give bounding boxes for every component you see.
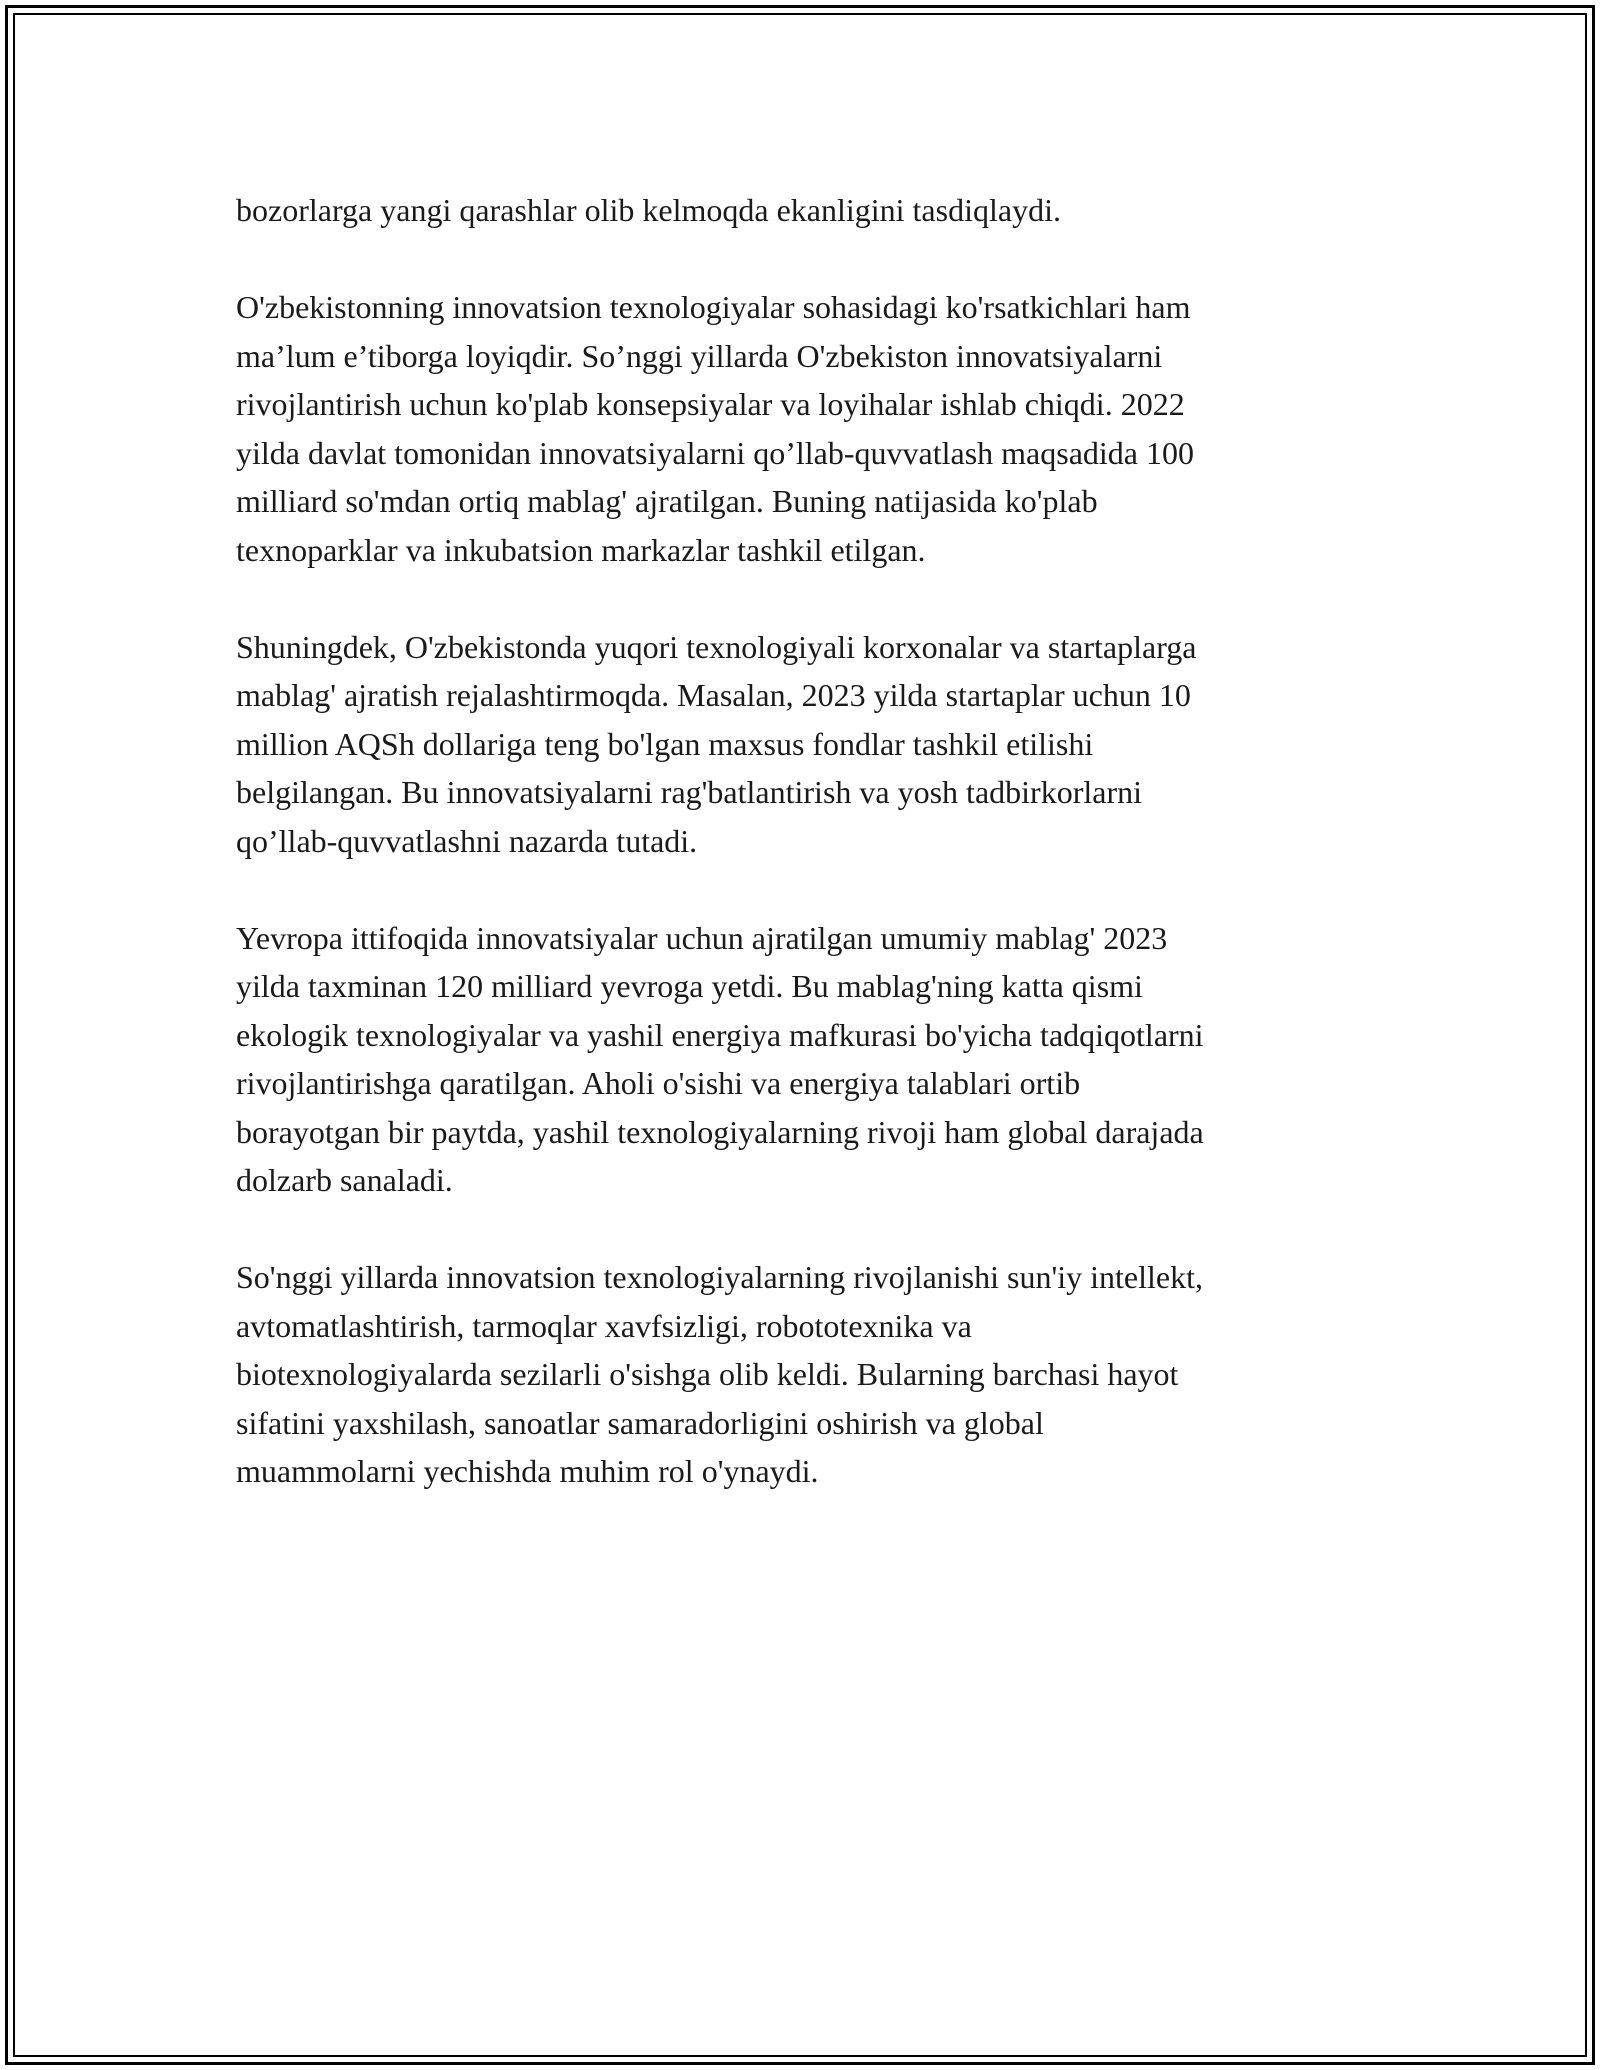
text-line: ma’lum e’tiborga loyiqdir. So’nggi yillarda O'zbekiston innovatsiyalarni — [236, 337, 1163, 374]
text-line: Yevropa ittifoqida innovatsiyalar uchun ajratilgan umumiy mablag' 2023 — [236, 919, 1168, 956]
text-line: belgilangan. Bu innovatsiyalarni rag'batlantirish va yosh tadbirkorlarni — [236, 774, 1142, 810]
text-line: mablag' ajratish rejalashtirmoqda. Masalan, 2023 yilda startaplar uchun 10 — [236, 677, 1191, 713]
text-line: O'zbekistonning innovatsion texnologiyalar sohasidagi ko'rsatkichlari ham — [236, 289, 1191, 325]
paragraph-4 — [236, 914, 1376, 1205]
text-line: borayotgan bir paytda, yashil texnologiyalarning rivoji ham global darajada — [236, 1113, 1204, 1150]
text-line: texnoparklar va inkubatsion markazlar tashkil etilgan. — [236, 531, 926, 568]
text-line: bozorlarga yangi qarashlar olib kelmoqda ekanligini tasdiqlaydi. — [236, 192, 1061, 228]
text-line: sifatini yaxshilash, sanoatlar samaradorligini oshirish va global — [236, 1404, 1044, 1441]
paragraph-3 — [236, 623, 1376, 866]
text-line: million AQSh dollariga teng bo'lgan maxsus fondlar tashkil etilishi — [236, 725, 1094, 762]
text-line: ekologik texnologiyalar va yashil energiya mafkurasi bo'yicha tadqiqotlarni — [236, 1016, 1204, 1053]
text-line: muammolarni yechishda muhim rol o'ynaydi. — [236, 1453, 819, 1489]
text-line: biotexnologiyalarda sezilarli o'sishga olib keldi. Bularning barchasi hayot — [236, 1356, 1179, 1392]
text-line: Shuningdek, O'zbekistonda yuqori texnologiyali korxonalar va startaplarga — [236, 628, 1197, 665]
text-line: milliard so'mdan ortiq mablag' ajratilgan. Buning natijasida ko'plab — [236, 483, 1098, 519]
document-body — [236, 186, 1376, 1544]
text-line: rivojlantirish uchun ko'plab konsepsiyalar va loyihalar ishlab chiqdi. 2022 — [236, 386, 1185, 422]
text-line: dolzarb sanaladi. — [236, 1162, 453, 1198]
paragraph-5 — [236, 1253, 1376, 1496]
text-line: qo’llab-quvvatlashni nazarda tutadi. — [236, 822, 698, 859]
paragraph-2 — [236, 283, 1376, 574]
text-line: So'nggi yillarda innovatsion texnologiyalarning rivojlanishi sun'iy intellekt, — [236, 1259, 1203, 1295]
paragraph-1 — [236, 186, 1376, 235]
text-line: avtomatlashtirish, tarmoqlar xavfsizligi, robototexnika va — [236, 1307, 972, 1344]
text-line: yilda taxminan 120 milliard yevroga yetdi. Bu mablag'ning katta qismi — [236, 968, 1143, 1004]
text-line: rivojlantirishga qaratilgan. Aholi o'sishi va energiya talablari ortib — [236, 1065, 1081, 1101]
text-line: yilda davlat tomonidan innovatsiyalarni qo’llab-quvvatlash maqsadida 100 — [236, 434, 1194, 471]
